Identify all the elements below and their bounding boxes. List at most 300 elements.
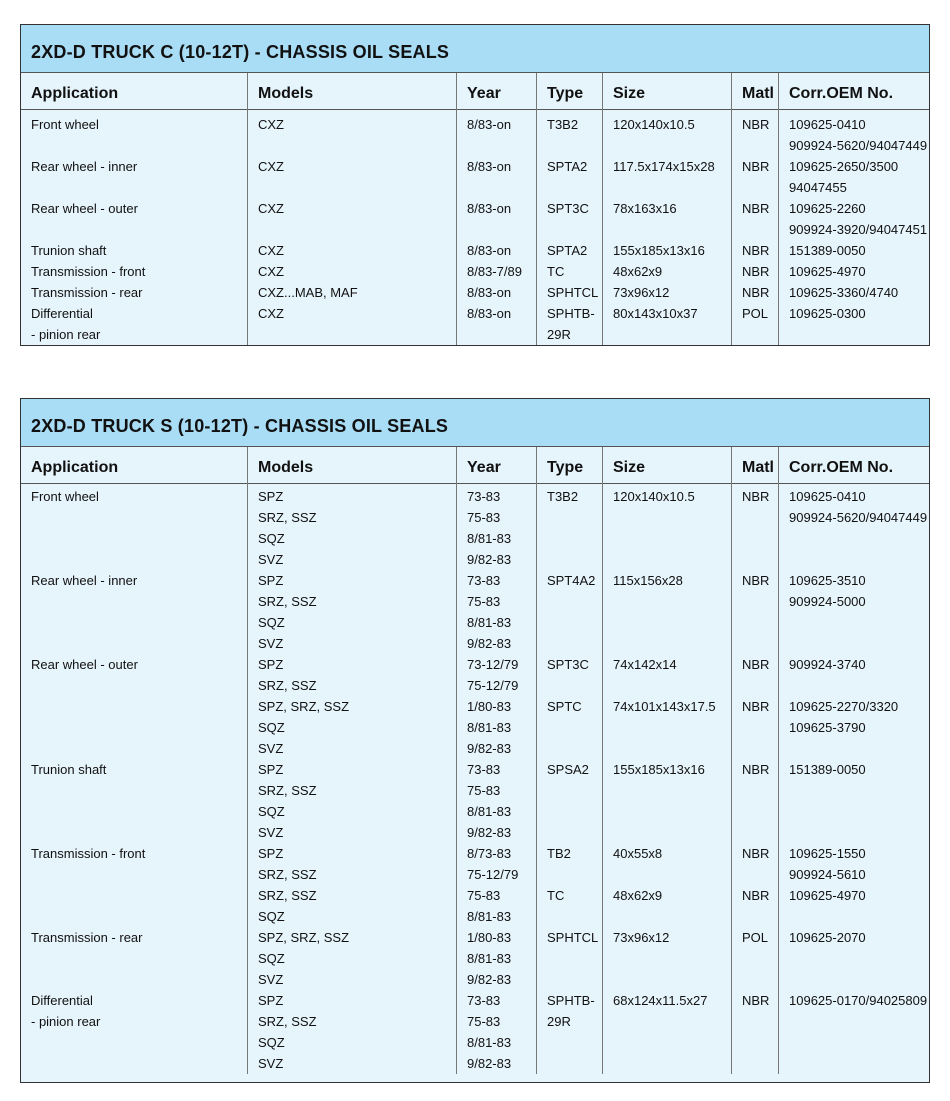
cell-year: 8/83-7/89: [467, 264, 522, 279]
cell-application: Rear wheel - inner: [31, 159, 138, 174]
cell-matl: NBR: [742, 699, 770, 714]
cell-year: 9/82-83: [467, 552, 512, 567]
cell-oem: [779, 324, 931, 345]
cell-application: [21, 612, 248, 633]
cell-oem: [779, 612, 931, 633]
cell-year: 8/81-83: [467, 1035, 512, 1050]
cell-application: [21, 780, 248, 801]
cell-size: 117.5x174x15x28: [613, 159, 715, 174]
cell-models: CXZ: [258, 243, 284, 258]
cell-size: [603, 906, 732, 927]
cell-matl: [732, 969, 779, 990]
table-row: [21, 696, 929, 717]
cell-models: SRZ, SSZ: [258, 867, 317, 882]
table-row: [21, 927, 929, 948]
cell-models: SRZ, SSZ: [258, 678, 317, 693]
cell-matl: [732, 717, 779, 738]
header-matl: Matl: [742, 85, 774, 102]
table-row: [21, 507, 929, 528]
cell-size: [603, 549, 732, 570]
cell-oem: [779, 549, 931, 570]
table-row: [21, 282, 929, 303]
header-application: Application: [31, 85, 119, 102]
cell-oem: 909924-5610: [789, 867, 866, 882]
header-application: Application: [31, 459, 119, 476]
cell-type: SPT4A2: [547, 573, 596, 588]
cell-matl: [732, 738, 779, 759]
cell-type: [537, 969, 603, 990]
cell-oem: 909924-5000: [789, 594, 866, 609]
header-size: Size: [613, 459, 646, 476]
cell-size: 68x124x11.5x27: [613, 993, 708, 1008]
cell-size: [603, 1053, 732, 1074]
header-type: Type: [547, 459, 584, 476]
cell-oem: 909924-3740: [789, 657, 866, 672]
cell-size: 115x156x28: [613, 573, 683, 588]
table-row: [21, 948, 929, 969]
table-row: [21, 549, 929, 570]
cell-matl: NBR: [742, 264, 770, 279]
column-divider: [247, 73, 248, 345]
cell-application: [21, 822, 248, 843]
cell-models: [248, 177, 457, 198]
cell-application: Differential: [31, 306, 93, 321]
cell-type: SPSA2: [547, 762, 589, 777]
cell-year: 8/83-on: [467, 306, 512, 321]
cell-year: 73-83: [467, 993, 501, 1008]
cell-matl: [732, 1011, 779, 1032]
cell-size: [603, 717, 732, 738]
cell-matl: [732, 177, 779, 198]
cell-year: 75-83: [467, 1014, 501, 1029]
table-row: [21, 885, 929, 906]
cell-size: [603, 324, 732, 345]
cell-type: TB2: [547, 846, 571, 861]
cell-matl: [732, 633, 779, 654]
cell-application: [21, 948, 248, 969]
table-grid: [21, 73, 929, 345]
cell-size: [603, 948, 732, 969]
table-row: [21, 1032, 929, 1053]
table-body: [21, 484, 929, 1074]
cell-oem: [779, 1032, 931, 1053]
cell-oem: [779, 801, 931, 822]
table-row: [21, 822, 929, 843]
table-row: [21, 612, 929, 633]
cell-oem: 109625-4970: [789, 888, 866, 903]
cell-oem: 109625-2260: [789, 201, 866, 216]
cell-oem: 109625-0300: [789, 306, 866, 321]
cell-application: Front wheel: [31, 117, 99, 132]
cell-application: [21, 906, 248, 927]
cell-size: 155x185x13x16: [613, 762, 705, 777]
cell-year: [457, 324, 537, 345]
table-row: [21, 261, 929, 282]
cell-size: 40x55x8: [613, 846, 663, 861]
cell-type: [537, 717, 603, 738]
table-row: [21, 780, 929, 801]
column-divider: [778, 73, 779, 345]
table-row: [21, 906, 929, 927]
cell-matl: [732, 591, 779, 612]
cell-application: Front wheel: [31, 489, 99, 504]
table-row: [21, 198, 929, 219]
cell-application: - pinion rear: [31, 327, 101, 342]
cell-application: [21, 801, 248, 822]
column-divider: [602, 73, 603, 345]
cell-oem: 109625-2070: [789, 930, 866, 945]
cell-type: [537, 864, 603, 885]
cell-models: SRZ, SSZ: [258, 510, 317, 525]
table-body: [21, 110, 929, 345]
cell-matl: [732, 219, 779, 240]
cell-application: [21, 696, 248, 717]
cell-type: [537, 1053, 603, 1074]
cell-matl: [732, 135, 779, 156]
cell-application: Rear wheel - outer: [31, 657, 138, 672]
cell-oem: [779, 633, 931, 654]
cell-oem: [779, 969, 931, 990]
table-row: [21, 219, 929, 240]
cell-application: [21, 864, 248, 885]
cell-models: CXZ: [258, 306, 284, 321]
cell-oem: [779, 675, 931, 696]
cell-type: SPT3C: [547, 201, 589, 216]
cell-year: 8/83-on: [467, 117, 512, 132]
cell-type: [537, 177, 603, 198]
cell-size: [603, 507, 732, 528]
table-row: [21, 324, 929, 345]
cell-application: Transmission - rear: [31, 930, 143, 945]
cell-size: [603, 219, 732, 240]
cell-oem: 151389-0050: [789, 243, 866, 258]
table-row: [21, 675, 929, 696]
cell-year: 9/82-83: [467, 972, 512, 987]
header-year: Year: [467, 459, 501, 476]
cell-models: SQZ: [258, 804, 285, 819]
cell-oem: 94047455: [789, 180, 847, 195]
header-size: Size: [613, 85, 646, 102]
cell-application: [21, 591, 248, 612]
table-panel-truck-s: [20, 398, 930, 1083]
cell-type: [537, 675, 603, 696]
cell-year: 75-83: [467, 510, 501, 525]
cell-size: [603, 591, 732, 612]
cell-type: [537, 906, 603, 927]
cell-type: [537, 219, 603, 240]
cell-models: SPZ: [258, 657, 284, 672]
cell-models: CXZ...MAB, MAF: [258, 285, 358, 300]
cell-application: Trunion shaft: [31, 762, 107, 777]
cell-application: [21, 1032, 248, 1053]
cell-oem: 909924-5620/94047449: [789, 138, 928, 153]
cell-year: 73-12/79: [467, 657, 519, 672]
cell-type: T3B2: [547, 117, 579, 132]
cell-models: SRZ, SSZ: [258, 888, 317, 903]
cell-models: SQZ: [258, 951, 285, 966]
cell-type: SPHTB-: [547, 306, 595, 321]
cell-type: [537, 591, 603, 612]
cell-type: T3B2: [547, 489, 579, 504]
cell-size: [603, 675, 732, 696]
column-divider: [602, 447, 603, 1074]
cell-application: Transmission - front: [31, 264, 146, 279]
cell-models: SVZ: [258, 1056, 284, 1071]
cell-models: SPZ: [258, 573, 284, 588]
cell-year: 75-83: [467, 888, 501, 903]
cell-type: SPHTB-: [547, 993, 595, 1008]
cell-oem: [779, 906, 931, 927]
cell-models: SPZ, SRZ, SSZ: [258, 930, 350, 945]
cell-year: 75-83: [467, 594, 501, 609]
cell-type: SPHTCL: [547, 285, 599, 300]
cell-matl: NBR: [742, 573, 770, 588]
cell-models: CXZ: [258, 201, 284, 216]
cell-models: SVZ: [258, 552, 284, 567]
table-row: [21, 240, 929, 261]
cell-models: SVZ: [258, 972, 284, 987]
cell-models: CXZ: [258, 117, 284, 132]
cell-type: [537, 612, 603, 633]
cell-type: [537, 780, 603, 801]
cell-year: 8/83-on: [467, 201, 512, 216]
cell-application: Transmission - rear: [31, 285, 143, 300]
cell-matl: [732, 801, 779, 822]
cell-size: [603, 780, 732, 801]
cell-year: 73-83: [467, 573, 501, 588]
cell-size: 78x163x16: [613, 201, 677, 216]
cell-application: [21, 738, 248, 759]
table-row: [21, 135, 929, 156]
table-row: [21, 864, 929, 885]
cell-matl: [732, 324, 779, 345]
cell-size: [603, 1032, 732, 1053]
cell-type: 29R: [547, 1014, 571, 1029]
cell-application: [21, 885, 248, 906]
cell-oem: [779, 1053, 931, 1074]
cell-type: [537, 633, 603, 654]
table-panel-truck-c: [20, 24, 930, 346]
table-row: [21, 969, 929, 990]
cell-type: SPT3C: [547, 657, 589, 672]
cell-models: SPZ: [258, 762, 284, 777]
cell-size: 120x140x10.5: [613, 489, 695, 504]
cell-models: SRZ, SSZ: [258, 1014, 317, 1029]
cell-matl: POL: [742, 306, 769, 321]
cell-models: SQZ: [258, 1035, 285, 1050]
cell-size: 120x140x10.5: [613, 117, 695, 132]
cell-size: 73x96x12: [613, 285, 670, 300]
cell-models: SPZ: [258, 993, 284, 1008]
header-type: Type: [547, 85, 584, 102]
table-row: [21, 1053, 929, 1074]
column-divider: [731, 73, 732, 345]
cell-type: [537, 135, 603, 156]
cell-size: [603, 633, 732, 654]
table-row: [21, 633, 929, 654]
cell-models: SPZ: [258, 489, 284, 504]
cell-year: 8/81-83: [467, 909, 512, 924]
cell-type: TC: [547, 264, 565, 279]
table-row: [21, 570, 929, 591]
cell-type: SPTC: [547, 699, 582, 714]
cell-application: Transmission - front: [31, 846, 146, 861]
table-row: [21, 528, 929, 549]
cell-oem: 109625-0410: [789, 117, 866, 132]
cell-matl: NBR: [742, 657, 770, 672]
column-divider: [247, 447, 248, 1074]
cell-oem: [779, 780, 931, 801]
cell-oem: [779, 528, 931, 549]
cell-oem: [779, 948, 931, 969]
cell-year: [457, 135, 537, 156]
cell-application: - pinion rear: [31, 1014, 101, 1029]
cell-year: 73-83: [467, 762, 501, 777]
cell-year: 75-12/79: [467, 678, 519, 693]
table-row: [21, 156, 929, 177]
cell-year: 9/82-83: [467, 741, 512, 756]
cell-oem: 109625-0170/94025809: [789, 993, 928, 1008]
cell-year: 8/83-on: [467, 159, 512, 174]
cell-models: SVZ: [258, 636, 284, 651]
cell-size: 80x143x10x37: [613, 306, 698, 321]
cell-type: [537, 822, 603, 843]
cell-matl: [732, 864, 779, 885]
cell-type: 29R: [547, 327, 571, 342]
header-year: Year: [467, 85, 501, 102]
cell-application: [21, 549, 248, 570]
cell-application: [21, 675, 248, 696]
table-row: [21, 1011, 929, 1032]
table-row: [21, 990, 929, 1011]
cell-type: TC: [547, 888, 565, 903]
cell-year: 8/83-on: [467, 285, 512, 300]
header-models: Models: [258, 459, 314, 476]
table-header: [21, 447, 929, 484]
table-header: [21, 73, 929, 110]
cell-oem: 909924-5620/94047449: [789, 510, 928, 525]
cell-size: [603, 969, 732, 990]
cell-type: [537, 801, 603, 822]
cell-oem: [779, 1011, 931, 1032]
cell-matl: NBR: [742, 993, 770, 1008]
column-divider: [456, 73, 457, 345]
cell-matl: NBR: [742, 159, 770, 174]
cell-oem: 109625-1550: [789, 846, 866, 861]
cell-oem: 109625-4970: [789, 264, 866, 279]
cell-matl: NBR: [742, 489, 770, 504]
cell-models: SQZ: [258, 531, 285, 546]
cell-oem: 109625-3790: [789, 720, 866, 735]
cell-models: [248, 324, 457, 345]
cell-year: 8/81-83: [467, 804, 512, 819]
cell-oem: 109625-3360/4740: [789, 285, 899, 300]
cell-application: [21, 177, 248, 198]
cell-type: SPTA2: [547, 243, 588, 258]
table-title: 2XD-D TRUCK S (10-12T) - CHASSIS OIL SEALS: [21, 399, 929, 447]
cell-oem: [779, 822, 931, 843]
cell-oem: [779, 738, 931, 759]
cell-year: 75-83: [467, 783, 501, 798]
cell-matl: [732, 549, 779, 570]
cell-year: 8/83-on: [467, 243, 512, 258]
cell-matl: NBR: [742, 846, 770, 861]
cell-oem: 151389-0050: [789, 762, 866, 777]
cell-matl: NBR: [742, 243, 770, 258]
cell-models: SPZ, SRZ, SSZ: [258, 699, 350, 714]
cell-year: 8/73-83: [467, 846, 512, 861]
table-row: [21, 759, 929, 780]
cell-application: [21, 633, 248, 654]
column-divider: [778, 447, 779, 1074]
cell-models: SQZ: [258, 909, 285, 924]
cell-oem: 109625-2270/3320: [789, 699, 899, 714]
cell-matl: [732, 1032, 779, 1053]
cell-application: Differential: [31, 993, 93, 1008]
column-divider: [731, 447, 732, 1074]
table-title: 2XD-D TRUCK C (10-12T) - CHASSIS OIL SEALS: [21, 25, 929, 73]
cell-type: SPTA2: [547, 159, 588, 174]
cell-models: SPZ: [258, 846, 284, 861]
table-row: [21, 801, 929, 822]
cell-size: [603, 864, 732, 885]
cell-application: [21, 969, 248, 990]
cell-year: 8/81-83: [467, 615, 512, 630]
cell-models: SRZ, SSZ: [258, 594, 317, 609]
cell-type: [537, 507, 603, 528]
cell-size: [603, 1011, 732, 1032]
cell-type: [537, 948, 603, 969]
cell-size: 48x62x9: [613, 888, 663, 903]
cell-models: [248, 135, 457, 156]
cell-application: [21, 528, 248, 549]
cell-application: Rear wheel - outer: [31, 201, 138, 216]
cell-size: 48x62x9: [613, 264, 663, 279]
cell-year: [457, 177, 537, 198]
cell-models: SQZ: [258, 720, 285, 735]
cell-size: 74x142x14: [613, 657, 677, 672]
cell-models: CXZ: [258, 159, 284, 174]
cell-matl: NBR: [742, 762, 770, 777]
table-row: [21, 486, 929, 507]
cell-year: 1/80-83: [467, 699, 512, 714]
table-row: [21, 114, 929, 135]
cell-application: [21, 1053, 248, 1074]
cell-models: SRZ, SSZ: [258, 783, 317, 798]
cell-type: [537, 549, 603, 570]
cell-models: CXZ: [258, 264, 284, 279]
cell-models: SQZ: [258, 615, 285, 630]
table-row: [21, 654, 929, 675]
cell-matl: [732, 906, 779, 927]
cell-size: [603, 528, 732, 549]
cell-year: 9/82-83: [467, 825, 512, 840]
cell-models: [248, 219, 457, 240]
cell-type: SPHTCL: [547, 930, 599, 945]
table-row: [21, 843, 929, 864]
cell-size: [603, 801, 732, 822]
cell-size: [603, 822, 732, 843]
cell-application: [21, 135, 248, 156]
cell-size: 73x96x12: [613, 930, 670, 945]
cell-year: 8/81-83: [467, 531, 512, 546]
column-divider: [536, 73, 537, 345]
cell-matl: NBR: [742, 117, 770, 132]
cell-application: Trunion shaft: [31, 243, 107, 258]
cell-matl: [732, 528, 779, 549]
cell-matl: [732, 1053, 779, 1074]
table-row: [21, 738, 929, 759]
